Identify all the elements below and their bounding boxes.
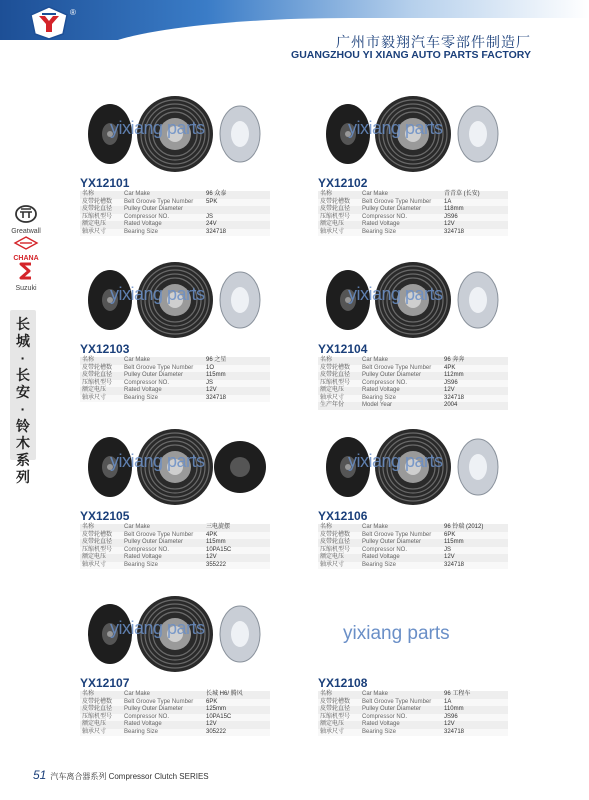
brand-suzuki (6, 262, 46, 292)
spec-en: Bearing Size (122, 562, 204, 570)
spec-cn: 轴承尺寸 (80, 229, 122, 237)
spec-table (318, 357, 508, 410)
spec-en: Pulley Outer Diameter (360, 206, 442, 214)
spec-row (318, 199, 508, 207)
spec-en: Car Make (360, 191, 442, 199)
spec-row (318, 691, 508, 699)
spec-row (318, 729, 508, 737)
spec-row (318, 532, 508, 540)
watermark: yixiang parts (110, 451, 205, 471)
product-card (318, 258, 508, 418)
watermark: yixiang parts (110, 118, 205, 138)
suzuki-logo-icon (17, 262, 35, 280)
spec-en: Compressor NO. (122, 547, 204, 555)
spec-row (80, 214, 270, 222)
spec-en: Belt Groove Type Number (360, 365, 442, 373)
spec-val: 324718 (442, 229, 508, 237)
spec-val: 112mm (442, 372, 508, 380)
spec-en: Belt Groove Type Number (360, 532, 442, 540)
spec-en: Pulley Outer Diameter (122, 206, 204, 214)
spec-cn: 名称 (80, 691, 122, 699)
spec-row (318, 206, 508, 214)
spec-row (318, 395, 508, 403)
spec-val: 长城 H6/ 腾风 (204, 691, 270, 699)
spec-cn: 压缩机型号 (318, 380, 360, 388)
spec-cn: 压缩机型号 (80, 380, 122, 388)
product-card (80, 258, 270, 418)
spec-cn: 皮带轮槽数 (318, 365, 360, 373)
spec-val: 10PA15C (204, 547, 270, 555)
spec-row (80, 380, 270, 388)
spec-en: Bearing Size (122, 229, 204, 237)
spec-row (80, 372, 270, 380)
brand-label: Suzuki (15, 285, 37, 292)
spec-en: Rated Voltage (360, 387, 442, 395)
spec-table (318, 524, 508, 569)
spec-val: 96 奔奔 (442, 357, 508, 365)
spec-en: Pulley Outer Diameter (360, 706, 442, 714)
brand-greatwall (6, 205, 46, 235)
spec-cn: 轴承尺寸 (318, 562, 360, 570)
watermark: yixiang parts (110, 618, 205, 638)
spec-en: Belt Groove Type Number (360, 699, 442, 707)
spec-row (318, 365, 508, 373)
spec-val: 10PA15C (204, 714, 270, 722)
spec-val: 305222 (204, 729, 270, 737)
spec-cn: 名称 (318, 191, 360, 199)
spec-en: Car Make (360, 691, 442, 699)
watermark: yixiang parts (110, 284, 205, 304)
spec-en: Car Make (122, 357, 204, 365)
product-card (80, 592, 270, 752)
spec-val: 12V (442, 721, 508, 729)
page-number: 51 (33, 768, 47, 782)
spec-val: 12V (442, 387, 508, 395)
spec-row (318, 229, 508, 237)
spec-val: 三电旋摆 (204, 524, 270, 532)
spec-val: JS96 (442, 380, 508, 388)
spec-val: 115mm (204, 539, 270, 547)
product-card (318, 92, 508, 252)
spec-row (80, 365, 270, 373)
spec-table (318, 191, 508, 236)
spec-cn: 皮带轮槽数 (318, 199, 360, 207)
spec-val: 324718 (442, 395, 508, 403)
spec-en: Rated Voltage (360, 554, 442, 562)
spec-en: Pulley Outer Diameter (360, 539, 442, 547)
product-model: YX12101 (80, 176, 130, 190)
spec-cn: 皮带轮直径 (80, 706, 122, 714)
spec-cn: 压缩机型号 (318, 714, 360, 722)
spec-row (80, 524, 270, 532)
yixiang-logo-icon (30, 6, 68, 40)
spec-en: Compressor NO. (122, 714, 204, 722)
spec-row (318, 221, 508, 229)
series-label (10, 310, 36, 485)
spec-row (80, 229, 270, 237)
spec-val: 2004 (442, 402, 508, 410)
footer-text: 汽车离合器系列 Compressor Clutch SERIES (50, 772, 209, 781)
product-model: YX12105 (80, 509, 130, 523)
spec-cn: 额定电压 (318, 221, 360, 229)
spec-val: 355222 (204, 562, 270, 570)
spec-cn: 皮带轮直径 (80, 206, 122, 214)
spec-cn: 名称 (318, 357, 360, 365)
spec-row (80, 554, 270, 562)
series-char: 城 (16, 333, 30, 349)
series-char: 长 (16, 367, 30, 383)
spec-row (318, 562, 508, 570)
spec-val: 4PK (442, 365, 508, 373)
spec-val (204, 206, 270, 214)
spec-cn: 皮带轮直径 (318, 372, 360, 380)
spec-row (80, 562, 270, 570)
spec-en: Bearing Size (360, 395, 442, 403)
series-char: 安 (16, 384, 30, 400)
spec-cn: 皮带轮直径 (80, 539, 122, 547)
spec-val: 4PK (204, 532, 270, 540)
spec-val: 6PK (204, 699, 270, 707)
spec-cn: 轴承尺寸 (80, 395, 122, 403)
spec-table (80, 357, 270, 402)
spec-cn: 皮带轮槽数 (80, 199, 122, 207)
spec-en: Rated Voltage (122, 221, 204, 229)
spec-val: 324718 (442, 729, 508, 737)
spec-row (318, 554, 508, 562)
spec-cn: 轴承尺寸 (318, 229, 360, 237)
spec-table (80, 191, 270, 236)
spec-row (318, 721, 508, 729)
spec-val: 115mm (442, 539, 508, 547)
spec-val: 12V (204, 387, 270, 395)
spec-en: Rated Voltage (122, 387, 204, 395)
spec-en: Compressor NO. (360, 380, 442, 388)
spec-en: Compressor NO. (360, 547, 442, 555)
spec-cn: 皮带轮直径 (318, 539, 360, 547)
spec-val: 1A (442, 199, 508, 207)
spec-row (318, 387, 508, 395)
spec-cn: 额定电压 (318, 721, 360, 729)
series-char: · (20, 350, 26, 366)
spec-en: Car Make (122, 691, 204, 699)
spec-row (80, 191, 270, 199)
spec-val: 96 众泰 (204, 191, 270, 199)
spec-row (318, 547, 508, 555)
spec-row (318, 402, 508, 410)
product-model: YX12107 (80, 676, 130, 690)
spec-row (80, 199, 270, 207)
spec-val: 1O (204, 365, 270, 373)
spec-en: Rated Voltage (122, 554, 204, 562)
spec-row (318, 380, 508, 388)
spec-cn: 生产年份 (318, 402, 360, 410)
spec-row (318, 191, 508, 199)
spec-val: JS96 (442, 714, 508, 722)
spec-cn: 皮带轮槽数 (80, 532, 122, 540)
spec-row (318, 699, 508, 707)
spec-val: 5PK (204, 199, 270, 207)
spec-row (80, 539, 270, 547)
spec-row (80, 387, 270, 395)
spec-cn: 压缩机型号 (318, 547, 360, 555)
spec-en: Belt Groove Type Number (122, 699, 204, 707)
spec-cn: 额定电压 (80, 387, 122, 395)
series-char: · (20, 401, 26, 417)
spec-val: 12V (204, 721, 270, 729)
spec-val: 96 之星 (204, 357, 270, 365)
spec-cn: 皮带轮直径 (80, 372, 122, 380)
watermark: yixiang parts (348, 451, 443, 471)
series-char: 列 (16, 469, 30, 485)
spec-row (80, 729, 270, 737)
spec-row (80, 699, 270, 707)
spec-val: 125mm (204, 706, 270, 714)
spec-row (80, 532, 270, 540)
product-model: YX12103 (80, 342, 130, 356)
greatwall-logo-icon (15, 205, 37, 223)
page-footer (33, 768, 209, 782)
spec-cn: 轴承尺寸 (80, 562, 122, 570)
series-chars (10, 316, 36, 486)
spec-table (318, 691, 508, 736)
spec-cn: 皮带轮直径 (318, 706, 360, 714)
spec-val: 12V (204, 554, 270, 562)
logo-text: YIXIANG (21, 44, 79, 59)
spec-val: 12V (442, 554, 508, 562)
spec-row (80, 395, 270, 403)
spec-row (318, 372, 508, 380)
spec-row (80, 357, 270, 365)
spec-cn: 轴承尺寸 (80, 729, 122, 737)
spec-val: 6PK (442, 532, 508, 540)
brand-chana (6, 236, 46, 262)
spec-en: Pulley Outer Diameter (122, 372, 204, 380)
spec-en: Pulley Outer Diameter (122, 706, 204, 714)
product-card (80, 92, 270, 252)
spec-en: Car Make (122, 524, 204, 532)
spec-en: Compressor NO. (360, 714, 442, 722)
spec-cn: 额定电压 (80, 554, 122, 562)
spec-cn: 压缩机型号 (80, 214, 122, 222)
spec-row (80, 721, 270, 729)
spec-cn: 额定电压 (80, 721, 122, 729)
spec-en: Belt Groove Type Number (122, 532, 204, 540)
watermark: yixiang parts (343, 623, 450, 644)
spec-table (80, 691, 270, 736)
spec-val: 12V (442, 221, 508, 229)
spec-val: 24V (204, 221, 270, 229)
spec-cn: 额定电压 (318, 387, 360, 395)
spec-en: Car Make (360, 357, 442, 365)
watermark: yixiang parts (348, 284, 443, 304)
spec-val: JS96 (442, 214, 508, 222)
spec-row (318, 524, 508, 532)
brand-label: Greatwall (11, 228, 41, 235)
spec-cn: 轴承尺寸 (318, 729, 360, 737)
spec-row (80, 706, 270, 714)
spec-val: 324718 (204, 229, 270, 237)
spec-en: Compressor NO. (360, 214, 442, 222)
spec-cn: 压缩机型号 (80, 547, 122, 555)
spec-cn: 名称 (80, 357, 122, 365)
registered-mark: ® (70, 8, 76, 17)
spec-en: Belt Groove Type Number (122, 365, 204, 373)
spec-en: Bearing Size (122, 729, 204, 737)
spec-en: Bearing Size (122, 395, 204, 403)
spec-row (80, 547, 270, 555)
spec-en: Belt Groove Type Number (122, 199, 204, 207)
spec-en: Bearing Size (360, 729, 442, 737)
spec-cn: 轴承尺寸 (318, 395, 360, 403)
factory-name-cn: 广州市毅翔汽车零部件制造厂 (336, 34, 531, 50)
spec-cn: 压缩机型号 (318, 214, 360, 222)
spec-val: 96 工程车 (442, 691, 508, 699)
spec-cn: 压缩机型号 (80, 714, 122, 722)
product-model: YX12104 (318, 342, 368, 356)
spec-en: Bearing Size (360, 229, 442, 237)
spec-val: 1A (442, 699, 508, 707)
spec-cn: 名称 (318, 691, 360, 699)
spec-cn: 皮带轮槽数 (318, 532, 360, 540)
factory-name-en: GUANGZHOU YI XIANG AUTO PARTS FACTORY (291, 49, 531, 61)
spec-val: JS (204, 380, 270, 388)
chana-logo-icon (13, 236, 39, 250)
spec-en: Rated Voltage (360, 221, 442, 229)
series-char: 系 (16, 452, 30, 468)
spec-cn: 名称 (80, 524, 122, 532)
spec-cn: 额定电压 (318, 554, 360, 562)
series-char: 木 (16, 435, 30, 451)
company-logo (8, 6, 92, 64)
spec-en: Rated Voltage (360, 721, 442, 729)
spec-row (318, 357, 508, 365)
spec-row (80, 691, 270, 699)
spec-val: 青青草 (长安) (442, 191, 508, 199)
spec-cn: 皮带轮槽数 (80, 365, 122, 373)
brand-label: CHANA (13, 255, 39, 262)
spec-val: 96 铃瑞 (2012) (442, 524, 508, 532)
spec-table (80, 524, 270, 569)
spec-val: 324718 (204, 395, 270, 403)
product-model: YX12102 (318, 176, 368, 190)
spec-cn: 皮带轮槽数 (318, 699, 360, 707)
spec-cn: 皮带轮直径 (318, 206, 360, 214)
spec-val: 324718 (442, 562, 508, 570)
spec-en: Car Make (360, 524, 442, 532)
spec-en: Car Make (122, 191, 204, 199)
spec-cn: 额定电压 (80, 221, 122, 229)
spec-cn: 名称 (318, 524, 360, 532)
spec-en: Model Year (360, 402, 442, 410)
spec-row (318, 714, 508, 722)
spec-row (80, 714, 270, 722)
spec-row (318, 539, 508, 547)
spec-row (80, 221, 270, 229)
spec-en: Compressor NO. (122, 380, 204, 388)
spec-val: JS (442, 547, 508, 555)
spec-row (318, 706, 508, 714)
spec-cn: 皮带轮槽数 (80, 699, 122, 707)
spec-en: Bearing Size (360, 562, 442, 570)
spec-val: 115mm (204, 372, 270, 380)
spec-en: Compressor NO. (122, 214, 204, 222)
spec-val: 118mm (442, 206, 508, 214)
watermark: yixiang parts (348, 118, 443, 138)
product-card (80, 425, 270, 585)
spec-row (318, 214, 508, 222)
product-model: YX12106 (318, 509, 368, 523)
spec-row (80, 206, 270, 214)
spec-en: Rated Voltage (122, 721, 204, 729)
spec-cn: 名称 (80, 191, 122, 199)
product-card (318, 592, 508, 752)
product-model: YX12108 (318, 676, 368, 690)
series-char: 长 (16, 316, 30, 332)
series-char: 铃 (16, 418, 30, 434)
spec-val: 110mm (442, 706, 508, 714)
spec-val: JS (204, 214, 270, 222)
product-card (318, 425, 508, 585)
spec-en: Pulley Outer Diameter (360, 372, 442, 380)
spec-en: Pulley Outer Diameter (122, 539, 204, 547)
spec-en: Belt Groove Type Number (360, 199, 442, 207)
